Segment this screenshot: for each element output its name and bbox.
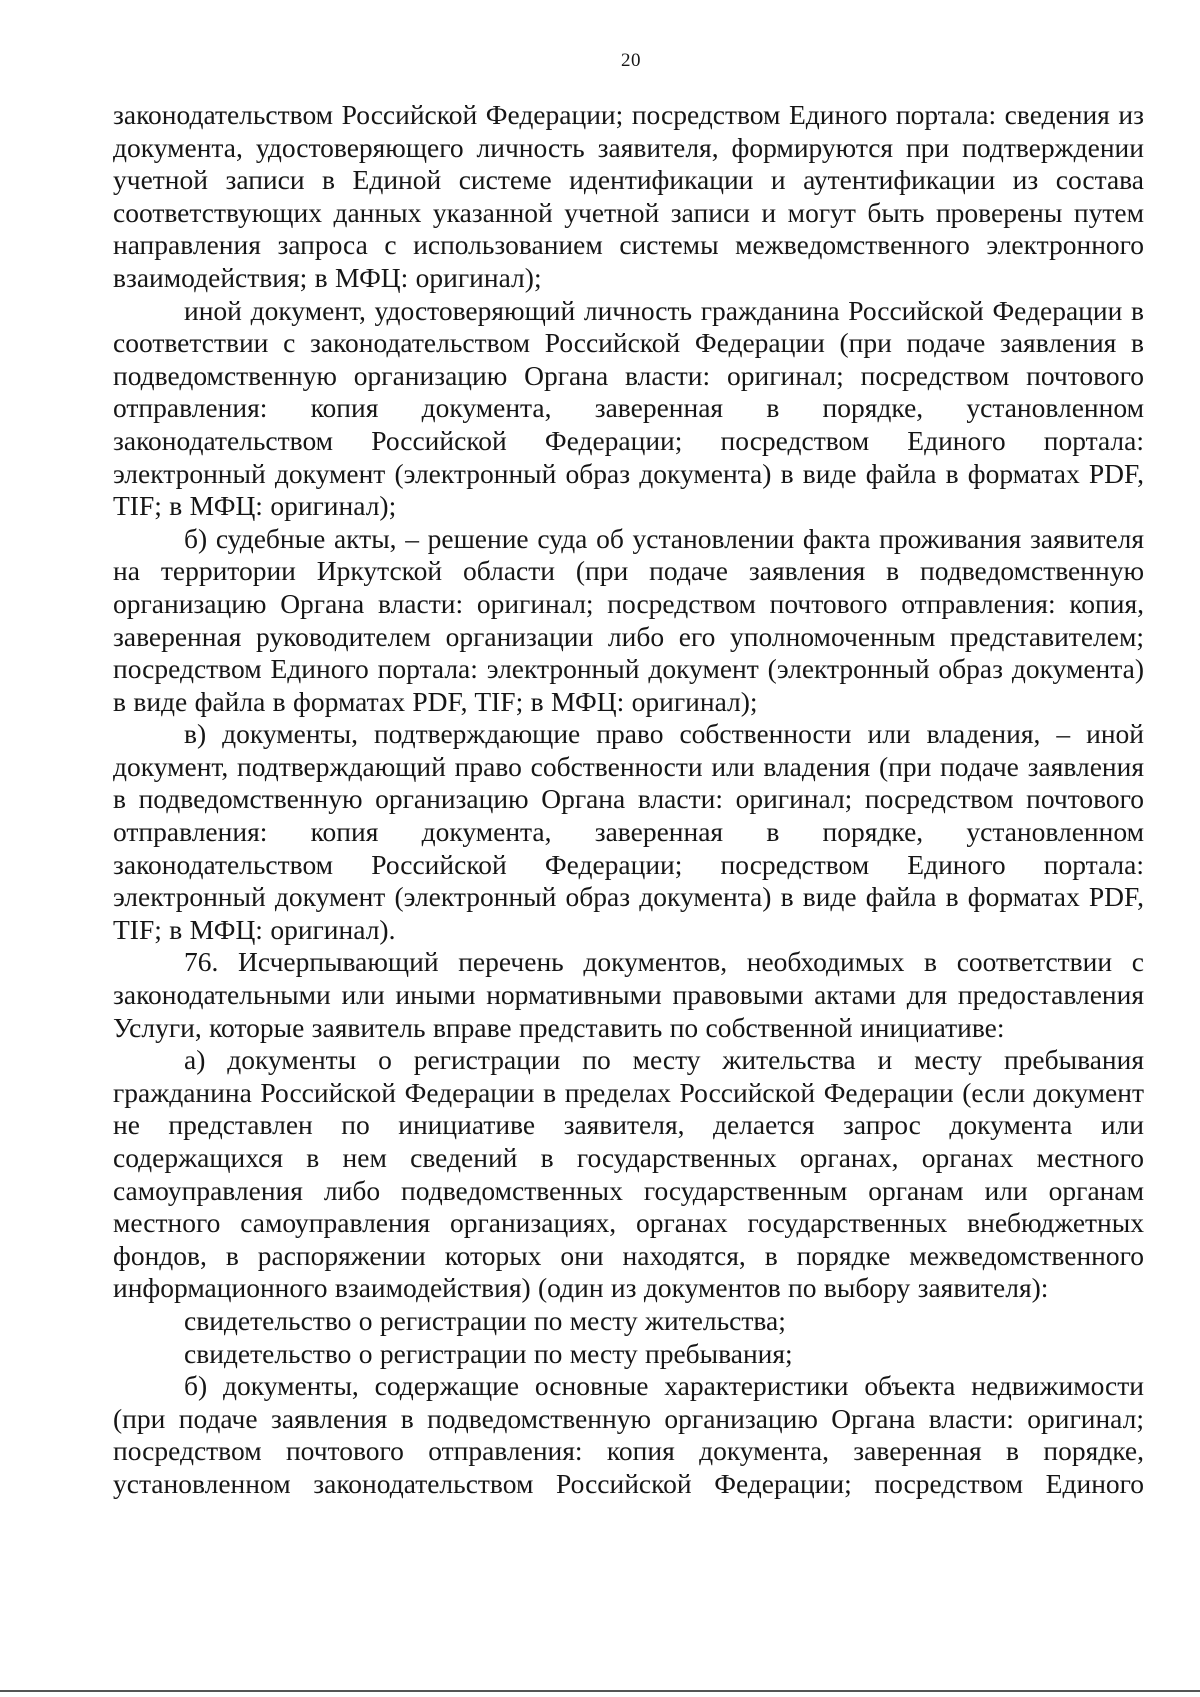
paragraph-identity-doc-continuation: законодательством Российской Федерации; посредством Единого портала: сведения из документа, удостоверяющего личность заявителя, формируются при подтверждении учетной записи в Единой системе идентификации и аутентификации из состава соответствующих данных указанной учетной записи и могут быть проверены путем направления запроса с использованием системы межведомственного электронного взаимодействия; в МФЦ: оригинал); <box>113 99 1144 293</box>
paragraph-other-identity-doc: иной документ, удостоверяющий личность гражданина Российской Федерации в соответствии с законодательством Российской Федерации (при подаче заявления в подведомственную организацию Органа власти: оригинал; посредством почтового отправления: копия документа, заверенная в порядке, установленном законодательством Российской Федерации; посредством Единого портала: электронный документ (электронный образ документа) в виде файла в форматах PDF, TIF; в МФЦ: оригинал); <box>113 294 1144 522</box>
paragraph-item-76: 76. Исчерпывающий перечень документов, необходимых в соответствии с законодательными или иными нормативными правовыми актами для предоставления Услуги, которые заявитель вправе представить по собственной инициативе: <box>113 946 1144 1043</box>
paragraph-real-estate-docs: б) документы, содержащие основные характеристики объекта недвижимости (при подаче заявления в подведомственную организацию Органа власти: оригинал; посредством почтового отправления: копия документа, заверенная в порядке, установленном законодательством Российской Федерации; посредством Единого <box>113 1370 1144 1499</box>
document-body <box>113 99 1144 1501</box>
paragraph-ownership-docs: в) документы, подтверждающие право собственности или владения, – иной документ, подтверждающий право собственности или владения (при подаче заявления в подведомственную организацию Органа власти: оригинал; посредством почтового отправления: копия документа, заверенная в порядке, установленном законодательством Российской Федерации; посредством Единого портала: электронный документ (электронный образ документа) в виде файла в форматах PDF, TIF; в МФЦ: оригинал). <box>113 718 1144 945</box>
page-number: 20 <box>621 50 641 71</box>
paragraph-residence-certificate: свидетельство о регистрации по месту жительства; <box>184 1304 786 1336</box>
paragraph-stay-certificate: свидетельство о регистрации по месту пребывания; <box>184 1337 793 1369</box>
paragraph-court-acts: б) судебные акты, – решение суда об установлении факта проживания заявителя на территории Иркутской области (при подаче заявления в подведомственную организацию Органа власти: оригинал; посредством почтового отправления: копия, заверенная руководителем организации либо его уполномоченным представителем; посредством Единого портала: электронный документ (электронный образ документа) в виде файла в форматах PDF, TIF; в МФЦ: оригинал); <box>113 522 1144 717</box>
paragraph-registration-docs: а) документы о регистрации по месту жительства и месту пребывания гражданина Российской Федерации в пределах Российской Федерации (если документ не представлен по инициативе заявителя, делается запрос документа или содержащихся в нем сведений в государственных органах, органах местного самоуправления либо подведомственных государственным органам или органам местного самоуправления организациях, органах государственных внебюджетных фондов, в распоряжении которых они находятся, в порядке межведомственного информационного взаимодействия) (один из документов по выбору заявителя): <box>113 1044 1144 1304</box>
scan-bottom-edge <box>0 1690 1200 1692</box>
